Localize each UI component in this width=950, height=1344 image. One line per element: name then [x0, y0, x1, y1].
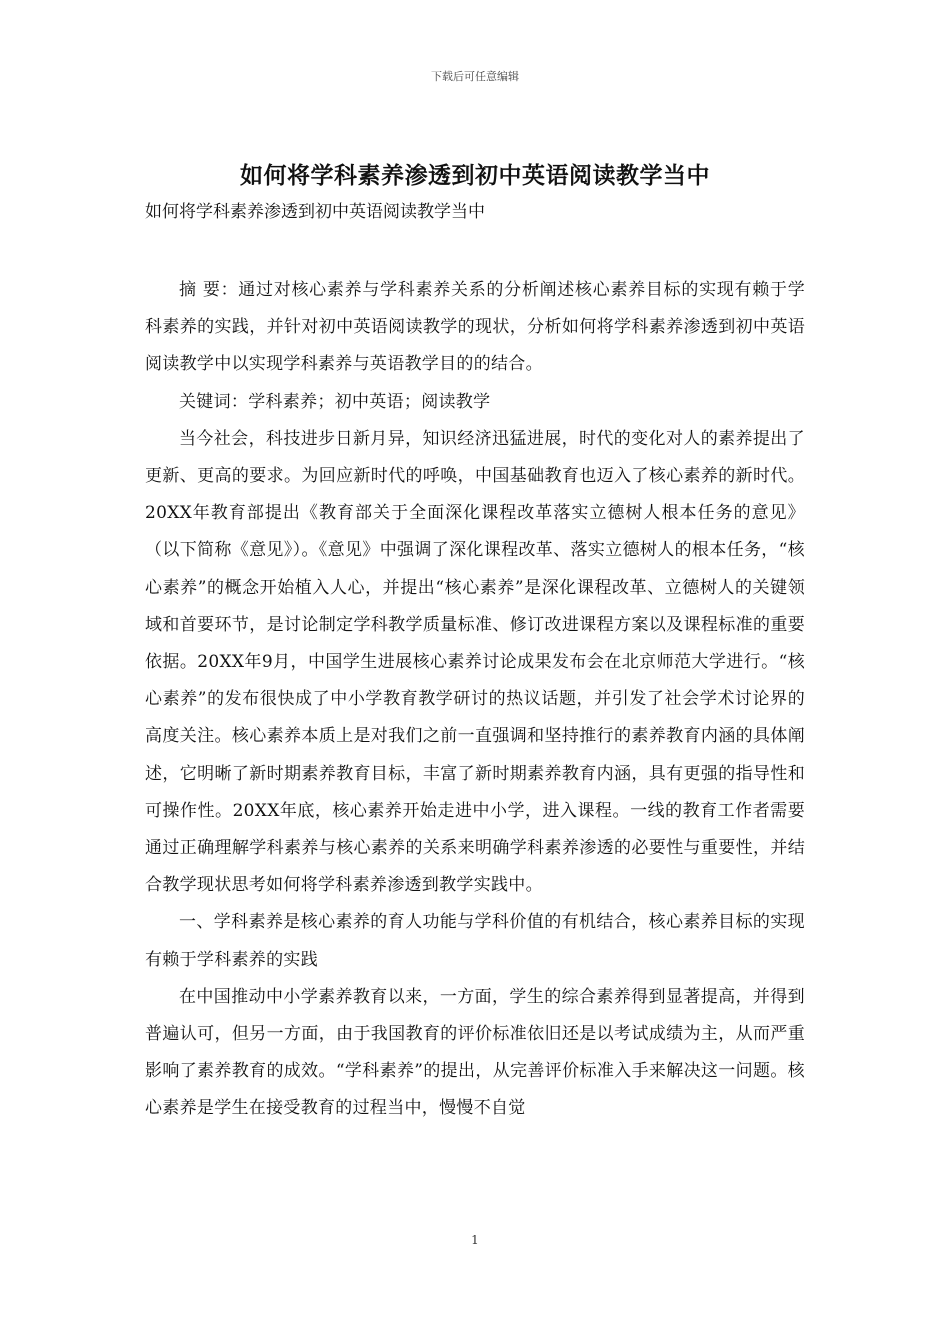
body-paragraph: 当今社会，科技进步日新月异，知识经济迅猛进展，时代的变化对人的素养提出了更新、更高的要求。为回应新时代的呼唤，中国基础教育也迈入了核心素养的新时代。20XX年教育部提出《教育部关于全面深化课程改革落实立德树人根本任务的意见》（以下简称《意见》）。《意见》中强调了深化课程改革、落实立德树人的根本任务，“核心素养”的概念开始植入人心，并提出“核心素养”是深化课程改革、立德树人的关键领域和首要环节，是讨论制定学科教学质量标准、修订改进课程方案以及课程标准的重要依据。20XX年9月，中国学生进展核心素养讨论成果发布会在北京师范大学进行。“核心素养”的发布很快成了中小学教育教学研讨的热议话题，并引发了社会学术讨论界的高度关注。核心素养本质上是对我们之前一直强调和坚持推行的素养教育内涵的具体阐述，它明晰了新时期素养教育目标，丰富了新时期素养教育内涵，具有更强的指导性和可操作性。20XX年底，核心素养开始走进中小学，进入课程。一线的教育工作者需要通过正确理解学科素养与核心素养的关系来明确学科素养渗透的必要性与重要性，并结合教学现状思考如何将学科素养渗透到教学实践中。: [145, 428, 805, 896]
page-number: 1: [471, 1233, 479, 1247]
keywords-paragraph: 关键词：学科素养；初中英语；阅读教学: [179, 391, 491, 412]
abstract-paragraph: 摘 要：通过对核心素养与学科素养关系的分析阐述核心素养目标的实现有赖于学科素养的实践，并针对初中英语阅读教学的现状，分析如何将学科素养渗透到初中英语阅读教学中以实现学科素养与英语教学目的的结合。: [145, 280, 805, 375]
document-subtitle: 如何将学科素养渗透到初中英语阅读教学当中: [145, 202, 485, 222]
section-heading-paragraph: 一、学科素养是核心素养的育人功能与学科价值的有机结合，核心素养目标的实现有赖于学科素养的实践: [145, 912, 805, 970]
document-body: [145, 272, 805, 1128]
body-paragraph: 在中国推动中小学素养教育以来，一方面，学生的综合素养得到显著提高，并得到普遍认可，但另一方面，由于我国教育的评价标准依旧还是以考试成绩为主，从而严重影响了素养教育的成效。“学科素养”的提出，从完善评价标准入手来解决这一问题。核心素养是学生在接受教育的过程当中，慢慢不自觉: [145, 986, 805, 1119]
document-title: 如何将学科素养渗透到初中英语阅读教学当中: [240, 162, 710, 189]
header-note: 下载后可任意编辑: [431, 70, 519, 83]
